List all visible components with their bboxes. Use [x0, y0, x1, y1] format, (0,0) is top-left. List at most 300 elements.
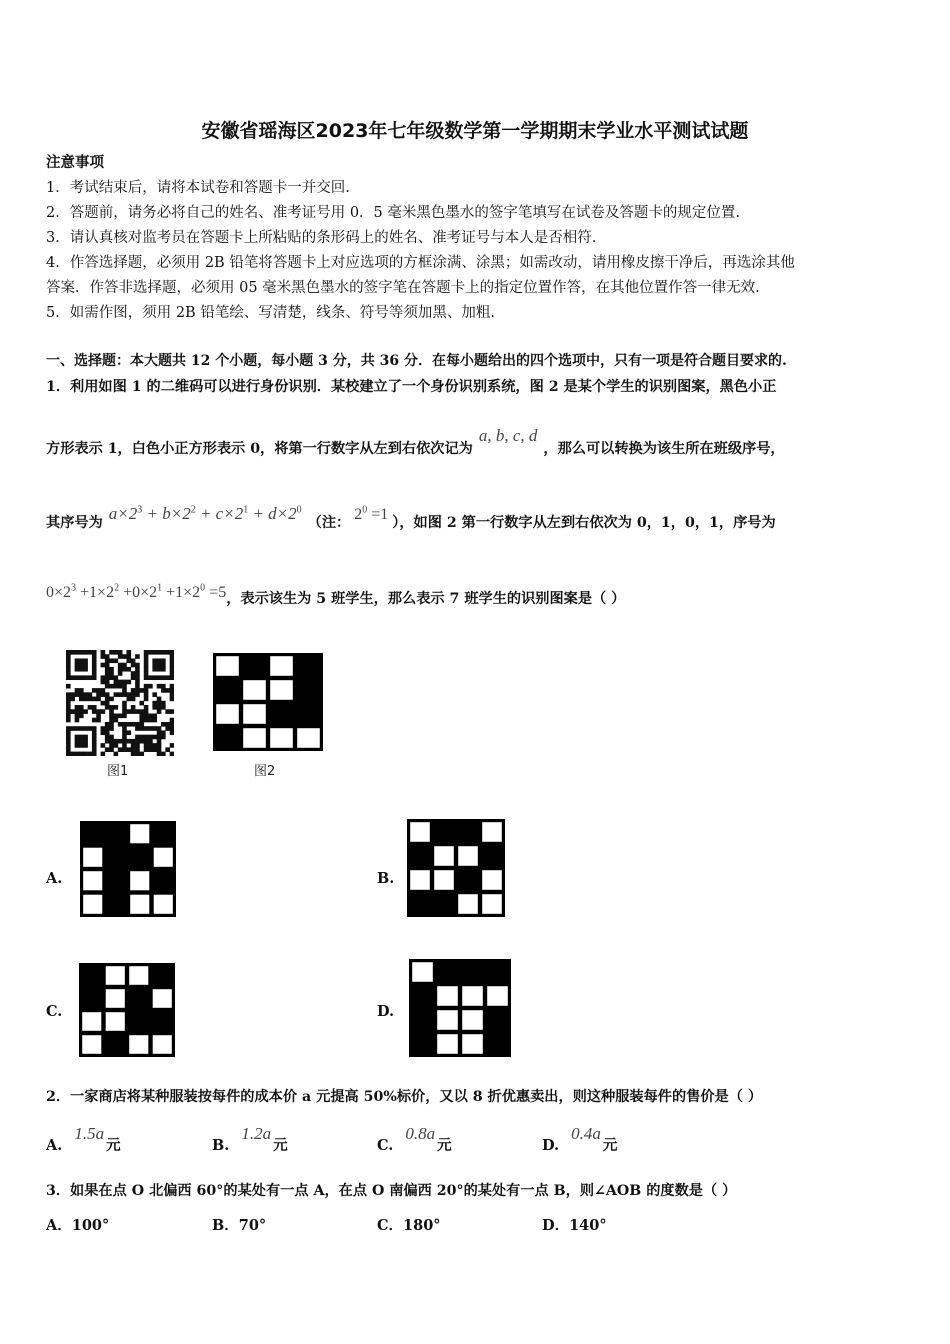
qr-module [75, 743, 80, 748]
qr-module [135, 688, 140, 693]
qr-module [105, 705, 110, 710]
fig2-cell-white [297, 728, 320, 748]
qr-module [105, 675, 110, 680]
qr-module [157, 726, 162, 731]
qr-module [139, 735, 144, 740]
qr-module [122, 692, 127, 697]
qr-module [152, 743, 157, 748]
option-c-cell-white [106, 1012, 125, 1031]
qr-module [105, 658, 110, 663]
q1-line4-post: ，表示该生为 5 班学生，那么表示 7 班学生的识别图案是（ ） [226, 591, 626, 607]
qr-module [109, 705, 114, 710]
q1-option-a-label[interactable]: A. [46, 870, 63, 887]
qr-module [114, 739, 119, 744]
qr-module [144, 709, 149, 714]
q1-line3-mid: （注： [307, 515, 351, 531]
qr-module [83, 692, 88, 697]
q1-line3-post: ），如图 2 第一行数字从左到右依次为 0，1，0，1，序号为 [392, 515, 776, 531]
qr-module [75, 726, 80, 731]
notice-heading: 注意事项 [46, 154, 104, 171]
fig2-cell-black [295, 654, 322, 678]
qr-module [144, 667, 149, 672]
q1-option-d-label[interactable]: D. [377, 1003, 395, 1020]
q1-formula: $a\times 2^3 + b\times 2^2 + c\times 2^1 + d\times 2^0$ [108, 504, 302, 523]
option-a-cell-black [152, 869, 176, 893]
qr-module [114, 692, 119, 697]
qr-module [75, 663, 80, 668]
qr-module [109, 714, 114, 719]
qr-module [122, 709, 127, 714]
qr-module [170, 730, 174, 735]
q1-option-c-label[interactable]: C. [46, 1003, 63, 1020]
qr-module [165, 709, 170, 714]
qr-module [161, 752, 166, 756]
qr-module [144, 663, 149, 668]
qr-module [135, 743, 140, 748]
qr-module [170, 663, 174, 668]
qr-module [83, 709, 88, 714]
qr-module [157, 752, 162, 756]
qr-module [83, 739, 88, 744]
fig2-cell-black [241, 654, 268, 678]
option-c-cell-black [80, 964, 104, 987]
q3-option-b[interactable]: B．70° [212, 1217, 267, 1234]
qr-module [101, 709, 106, 714]
q1-line2-pre: 方形表示 1，白色小正方形表示 0，将第一行数字从左到右依次记为 [46, 441, 473, 457]
q2-option-b[interactable] [212, 1124, 288, 1155]
notice-item: 3．请认真核对监考员在答题卡上所粘贴的条形码上的姓名、准考证号与本人是否相符. [46, 230, 597, 246]
qr-module [109, 709, 114, 714]
qr-module [66, 739, 71, 744]
qr-module [105, 680, 110, 685]
option-a-cell-white [154, 848, 173, 867]
q1-option-a-pattern[interactable] [79, 820, 177, 918]
qr-module [88, 705, 93, 710]
qr-module [122, 701, 127, 706]
option-a-cell-white [83, 848, 102, 867]
qr-module [131, 705, 136, 710]
qr-module [101, 650, 106, 655]
qr-module [114, 680, 119, 685]
qr-module [96, 709, 101, 714]
qr-module [126, 658, 131, 663]
qr-module [83, 752, 88, 756]
qr-module [144, 654, 149, 659]
qr-module [157, 684, 162, 689]
option-b-cell-white [482, 870, 502, 890]
qr-module [92, 709, 97, 714]
qr-module [135, 739, 140, 744]
qr-module [70, 709, 75, 714]
qr-module [148, 739, 153, 744]
qr-module [96, 714, 101, 719]
qr-module [66, 663, 71, 668]
qr-module [114, 650, 119, 655]
q2-option-a-unit: 元 [106, 1137, 121, 1154]
qr-module [126, 667, 131, 672]
option-a-cell-black [105, 822, 129, 846]
qr-module [75, 705, 80, 710]
q1-option-c-pattern[interactable] [78, 962, 176, 1058]
qr-module [75, 739, 80, 744]
section-heading: 一、选择题：本大题共 12 个小题，每小题 3 分，共 36 分．在每小题给出的四个选项中，只有一项是符合题目要求的. [46, 353, 787, 369]
qr-module [139, 688, 144, 693]
qr-module [131, 675, 136, 680]
qr-module [109, 735, 114, 740]
q3-text: 3．如果在点 O 北偏西 60°的某处有一点 A，在点 O 南偏西 20°的某处有一点 B，则∠AOB 的度数是（ ） [46, 1183, 737, 1199]
qr-module [70, 726, 75, 731]
qr-module [79, 650, 84, 655]
qr-module [139, 752, 144, 756]
qr-module [105, 730, 110, 735]
qr-module [170, 671, 174, 676]
qr-module [92, 654, 97, 659]
qr-module [157, 701, 162, 706]
q2-option-d[interactable] [542, 1124, 618, 1155]
qr-module [109, 747, 114, 752]
qr-module [101, 654, 106, 659]
qr-module [144, 705, 149, 710]
qr-module [139, 701, 144, 706]
option-d-cell-white [437, 1010, 458, 1030]
option-d-cell-black [410, 984, 435, 1008]
qr-module [79, 735, 84, 740]
qr-module [118, 684, 123, 689]
qr-module [157, 739, 162, 744]
qr-module [92, 667, 97, 672]
fig2-caption: 图2 [254, 764, 276, 779]
qr-module [118, 739, 123, 744]
notice-item: 4．作答选择题，必须用 2B 铅笔将答题卡上对应选项的方框涂满、涂黑；如需改动，请用橡皮擦干净后，再选涂其他 [46, 255, 795, 271]
qr-module [83, 658, 88, 663]
qr-module [122, 654, 127, 659]
qr-module [109, 739, 114, 744]
fig2-cell-white [270, 656, 293, 676]
qr-module [101, 743, 106, 748]
qr-module [131, 747, 136, 752]
qr-module [92, 747, 97, 752]
qr-module [170, 675, 174, 680]
qr-module [126, 650, 131, 655]
qr-module [79, 692, 84, 697]
qr-module [161, 701, 166, 706]
qr-module [92, 663, 97, 668]
qr-module [88, 692, 93, 697]
qr-module [118, 671, 123, 676]
qr-module [122, 714, 127, 719]
qr-module [144, 743, 149, 748]
qr-module [152, 705, 157, 710]
qr-module [157, 650, 162, 655]
qr-module [161, 650, 166, 655]
qr-module [161, 735, 166, 740]
qr-module [135, 726, 140, 731]
qr-module [92, 650, 97, 655]
qr-module [152, 726, 157, 731]
option-a-cell-black [128, 846, 152, 870]
option-a-cell-white [130, 895, 149, 914]
q1-line3-pre: 其序号为 [46, 515, 103, 531]
qr-module [101, 675, 106, 680]
qr-module [122, 663, 127, 668]
qr-module [118, 714, 123, 719]
q2-option-c[interactable] [377, 1124, 452, 1155]
qr-module [92, 671, 97, 676]
option-a-cell-white [154, 895, 173, 914]
q1-option-b-label[interactable]: B. [377, 870, 395, 887]
qr-module [92, 752, 97, 756]
qr-module [131, 743, 136, 748]
q2-option-a-expr: 1.5a [74, 1124, 105, 1143]
q3-option-d[interactable]: D．140° [542, 1217, 607, 1234]
qr-module [109, 697, 114, 702]
qr-module [79, 709, 84, 714]
qr-module [79, 697, 84, 702]
fig2-cell-black [214, 678, 241, 702]
qr-module [126, 739, 131, 744]
q1-option-d-pattern[interactable] [408, 958, 512, 1058]
option-b-cell-white [434, 846, 454, 866]
option-d-cell-white [412, 962, 433, 982]
qr-module [88, 752, 93, 756]
qr-module [131, 697, 136, 702]
qr-module [92, 735, 97, 740]
qr-module [101, 688, 106, 693]
qr-module [66, 730, 71, 735]
option-a-cell-black [105, 893, 129, 917]
qr-module [75, 709, 80, 714]
qr-module [152, 667, 157, 672]
option-a-cell-black [81, 822, 105, 846]
qr-module [148, 684, 153, 689]
option-c-cell-white [153, 1035, 172, 1054]
qr-module [157, 675, 162, 680]
qr-module [105, 726, 110, 731]
fig2-cell-white [270, 680, 293, 700]
qr-module [170, 654, 174, 659]
qr-module [152, 692, 157, 697]
qr-module [66, 743, 71, 748]
qr-module [109, 684, 114, 689]
notice-item: 1．考试结束后，请将本试卷和答题卡一并交回. [46, 180, 350, 196]
q3-option-c[interactable]: C．180° [377, 1217, 441, 1234]
qr-module [157, 747, 162, 752]
notice-item: 5．如需作图，须用 2B 铅笔绘、写清楚，线条、符号等须加黑、加粗. [46, 305, 495, 321]
qr-module [114, 705, 119, 710]
qr-module [122, 667, 127, 672]
qr-module [152, 663, 157, 668]
qr-module [144, 692, 149, 697]
q3-option-a[interactable]: A．100° [46, 1217, 110, 1234]
qr-module [170, 718, 174, 723]
q2-option-a[interactable] [46, 1124, 121, 1155]
q2-option-d-expr: 0.4a [571, 1124, 601, 1143]
qr-module [144, 650, 149, 655]
qr-module [88, 697, 93, 702]
option-b-cell-white [434, 870, 454, 890]
qr-module [109, 671, 114, 676]
qr-module [101, 701, 106, 706]
qr-module [170, 726, 174, 731]
qr-module [144, 735, 149, 740]
qr-module [118, 654, 123, 659]
option-c-cell-white [153, 989, 172, 1008]
qr-module [114, 752, 119, 756]
qr-module [157, 735, 162, 740]
qr-module [114, 718, 119, 723]
option-d-cell-black [485, 960, 510, 984]
option-c-cell-white [82, 1035, 101, 1054]
qr-module [75, 714, 80, 719]
qr-module [109, 658, 114, 663]
option-a-cell-white [130, 824, 149, 843]
qr-module [79, 752, 84, 756]
qr-module [144, 726, 149, 731]
qr-module [139, 722, 144, 727]
qr-module [118, 663, 123, 668]
q1-example-formula: $0\times 2^3 +1\times 2^2 +0\times 2^1 +1\times 2^0 =5$ [46, 582, 227, 601]
option-c-cell-white [82, 1012, 101, 1031]
qr-module [170, 709, 174, 714]
qr-module [126, 722, 131, 727]
qr-module [152, 735, 157, 740]
qr-module [144, 675, 149, 680]
qr-module [66, 671, 71, 676]
qr-module [152, 675, 157, 680]
qr-module [105, 692, 110, 697]
q1-line2 [46, 426, 785, 458]
option-c-cell-black [151, 964, 175, 987]
option-b-cell-black [408, 892, 432, 916]
qr-module [96, 692, 101, 697]
notice-item: 答案．作答非选择题，必须用 05 毫米黑色墨水的签字笔在答题卡上的指定位置作答，在其他位置作答一律无效. [46, 280, 760, 296]
fig2-cell-white [243, 704, 266, 724]
option-c-cell-black [127, 987, 151, 1010]
q2-text: 2．一家商店将某种服装按每件的成本价 a 元提高 50%标价，又以 8 折优惠卖出，则这种服装每件的售价是（ ） [46, 1089, 763, 1105]
option-d-cell-white [462, 1010, 483, 1030]
qr-module [157, 705, 162, 710]
qr-module [170, 667, 174, 672]
qr-module [170, 752, 174, 756]
qr-module [165, 650, 170, 655]
option-a-cell-black [105, 869, 129, 893]
qr-module [109, 650, 114, 655]
qr-module [122, 735, 127, 740]
qr-module [161, 722, 166, 727]
q2-option-d-label: D. [542, 1137, 560, 1154]
qr-module [114, 658, 119, 663]
option-d-cell-white [437, 986, 458, 1006]
qr-module [157, 697, 162, 702]
qr-module [139, 718, 144, 723]
qr-module [144, 714, 149, 719]
qr-module [79, 714, 84, 719]
option-b-cell-white [458, 846, 478, 866]
qr-module [75, 718, 80, 723]
qr-module [148, 735, 153, 740]
option-b-cell-black [456, 820, 480, 844]
notice-item: 2．答题前，请务必将自己的姓名、准考证号用 0．5 毫米黑色墨水的签字笔填写在试卷及答题卡的规定位置. [46, 205, 740, 221]
qr-module [157, 658, 162, 663]
qr-module [148, 726, 153, 731]
fig2-pattern [212, 652, 324, 752]
qr-module [122, 730, 127, 735]
qr-module [79, 705, 84, 710]
option-b-cell-white [410, 870, 430, 890]
qr-module [144, 739, 149, 744]
qr-module [170, 684, 174, 689]
option-d-cell-white [462, 1034, 483, 1054]
fig2-cell-white [243, 680, 266, 700]
qr-module [144, 671, 149, 676]
qr-module [75, 692, 80, 697]
q2-option-b-unit: 元 [273, 1137, 288, 1154]
qr-module [118, 667, 123, 672]
qr-module [75, 650, 80, 655]
qr-module [122, 747, 127, 752]
qr-module [170, 722, 174, 727]
qr-module [118, 692, 123, 697]
qr-module [152, 718, 157, 723]
qr-module [139, 739, 144, 744]
qr-module [92, 726, 97, 731]
qr-module [92, 743, 97, 748]
qr-module [66, 718, 71, 723]
qr-module [144, 697, 149, 702]
fig2-cell-black [268, 702, 295, 726]
qr-module [135, 722, 140, 727]
qr-module [165, 726, 170, 731]
qr-module [122, 739, 127, 744]
option-a-cell-white [83, 871, 102, 890]
qr-module [122, 743, 127, 748]
qr-module [131, 722, 136, 727]
qr-module [131, 739, 136, 744]
qr-module [83, 667, 88, 672]
qr-module [152, 747, 157, 752]
qr-module [135, 692, 140, 697]
option-a-cell-black [152, 822, 176, 846]
fig2-cell-black [214, 726, 241, 750]
qr-module [161, 705, 166, 710]
qr-module [122, 680, 127, 685]
option-b-cell-black [408, 844, 432, 868]
q1-note-formula: $2^0 =1$ [354, 504, 389, 523]
qr-module [118, 747, 123, 752]
qr-module [114, 675, 119, 680]
qr-module [144, 658, 149, 663]
qr-module [79, 667, 84, 672]
qr-module [92, 718, 97, 723]
qr-module [109, 726, 114, 731]
q2-option-c-expr: 0.8a [405, 1124, 436, 1143]
qr-module [79, 675, 84, 680]
q1-option-b-pattern[interactable] [406, 818, 506, 918]
q1-line3 [46, 504, 776, 532]
qr-module [135, 709, 140, 714]
qr-module [70, 650, 75, 655]
qr-module [66, 752, 71, 756]
qr-module [66, 650, 71, 655]
page-title: 安徽省瑶海区2023年七年级数学第一学期期末学业水平测试试题 [201, 120, 749, 142]
option-d-cell-black [460, 960, 485, 984]
qr-module [161, 688, 166, 693]
qr-module [144, 747, 149, 752]
qr-module [101, 663, 106, 668]
qr-module [148, 650, 153, 655]
qr-module [135, 663, 140, 668]
qr-module [105, 667, 110, 672]
